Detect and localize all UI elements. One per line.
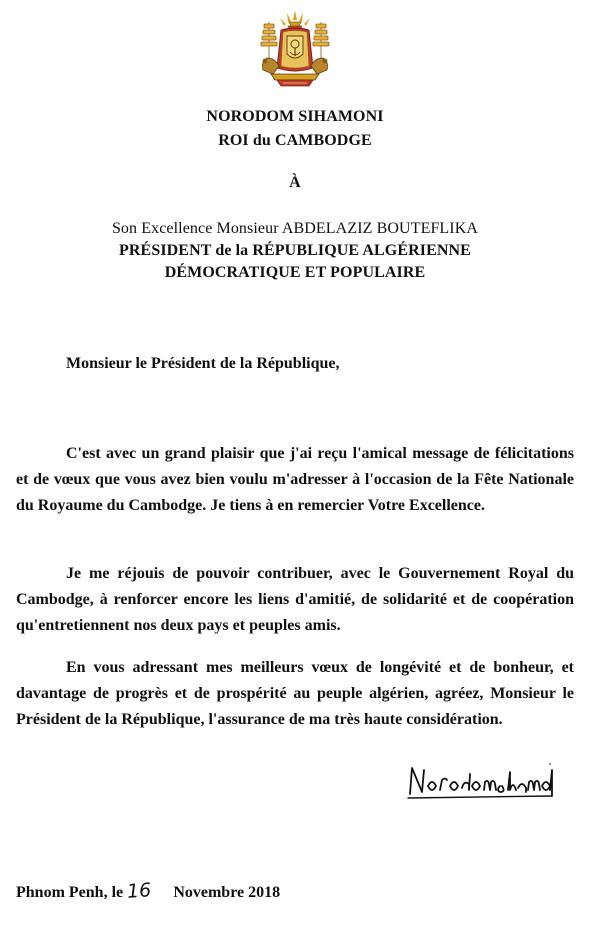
recipient-line-2: PRÉSIDENT de la RÉPUBLIQUE ALGÉRIENNE [119,242,471,259]
salutation: Monsieur le Président de la République, [66,355,340,372]
body-paragraph-1: C'est avec un grand plaisir que j'ai reçu l'amical message de félicitations et de vœux que vous avez bien voulu m'adresser à l'occasion de la Fête Nationale du Royaume du Cambodge. Je tiens à en remercier Votre Excellence. [16,445,574,514]
date-place: Phnom Penh, le [16,884,124,901]
body-paragraph-2: Je me réjouis de pouvoir contribuer, avec le Gouvernement Royal du Cambodge, à renforcer encore les liens d'amitié, de solidarité et de coopération qu'entretiennent nos deux pays et peuples amis. [16,565,574,634]
addressed-to: À [289,174,301,191]
recipient-line-3: DÉMOCRATIQUE ET POPULAIRE [164,264,426,281]
royal-coat-of-arms-icon [253,8,337,92]
recipient-line-1: Son Excellence Monsieur ABDELAZIZ BOUTEFLIKA [111,220,479,237]
date-month-year: Novembre 2018 [173,884,281,901]
date-day: 16 [126,879,153,903]
sender-title: ROI du CAMBODGE [218,132,372,149]
dateline [16,880,280,902]
handwritten-signature-icon [404,760,554,804]
body-paragraph-3: En vous adressant mes meilleurs vœux de longévité et de bonheur, et davantage de progrès et de prospérité au peuple algérien, agréez, Monsieur le Président de la République, l'assurance de ma très haute considération. [16,659,574,728]
sender-name: NORODOM SIHAMONI [206,108,384,125]
